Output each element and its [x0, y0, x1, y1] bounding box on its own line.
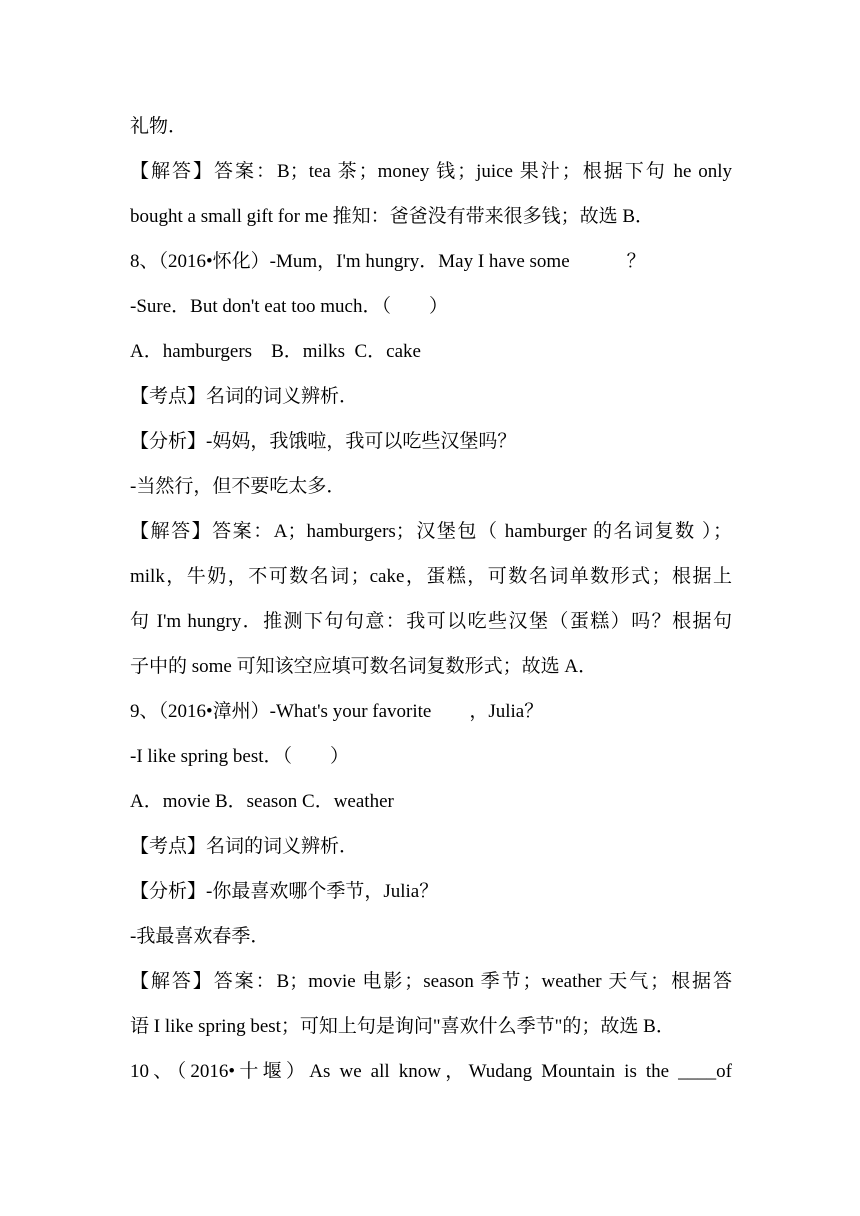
question-9-stem: 9、（2016•漳州）-What's your favorite ，Julia？ — [130, 701, 544, 722]
text-line: 【分析】-你最喜欢哪个季节，Julia？ — [130, 881, 439, 902]
text-line: 【考点】名词的词义辨析． — [130, 386, 359, 407]
question-8-options: A．hamburgers B．milks C．cake — [130, 341, 421, 362]
question-8-stem: 8、（2016•怀化）-Mum，I'm hungry．May I have some ？ — [130, 251, 646, 272]
text-line: -Sure．But don't eat too much．（ ） — [130, 296, 448, 317]
text-line: -当然行，但不要吃太多． — [130, 476, 346, 497]
text-line: 礼物． — [130, 116, 188, 137]
text-line: 【解答】答案：B；movie 电影；season 季节；weather 天气；根据答 — [130, 971, 732, 992]
text-line: 【考点】名词的词义辨析． — [130, 836, 359, 857]
text-line: 【解答】答案：B；tea 茶；money 钱；juice 果汁；根据下句 he only — [130, 161, 732, 182]
text-line: milk，牛奶，不可数名词；cake，蛋糕，可数名词单数形式；根据上 — [130, 566, 732, 587]
question-9-options: A．movie B．season C．weather — [130, 791, 394, 812]
question-10-stem: 10、（2016•十堰）As we all know，Wudang Mountain is the ____of — [130, 1061, 732, 1082]
text-line: -我最喜欢春季． — [130, 926, 270, 947]
text-line: 【解答】答案：A；hamburgers；汉堡包（ hamburger 的名词复数 ）； — [130, 521, 732, 542]
text-line: bought a small gift for me 推知：爸爸没有带来很多钱；故选 B． — [130, 206, 655, 227]
text-line: 【分析】-妈妈，我饿啦，我可以吃些汉堡吗？ — [130, 431, 517, 452]
text-line: 语 I like spring best；可知上句是询问"喜欢什么季节"的；故选 B． — [130, 1016, 675, 1037]
text-line: 子中的 some 可知该空应填可数名词复数形式；故选 A． — [130, 656, 598, 677]
text-line: -I like spring best．（ ） — [130, 746, 350, 767]
text-line: 句 I'm hungry．推测下句句意：我可以吃些汉堡（蛋糕）吗？根据句 — [130, 611, 732, 632]
